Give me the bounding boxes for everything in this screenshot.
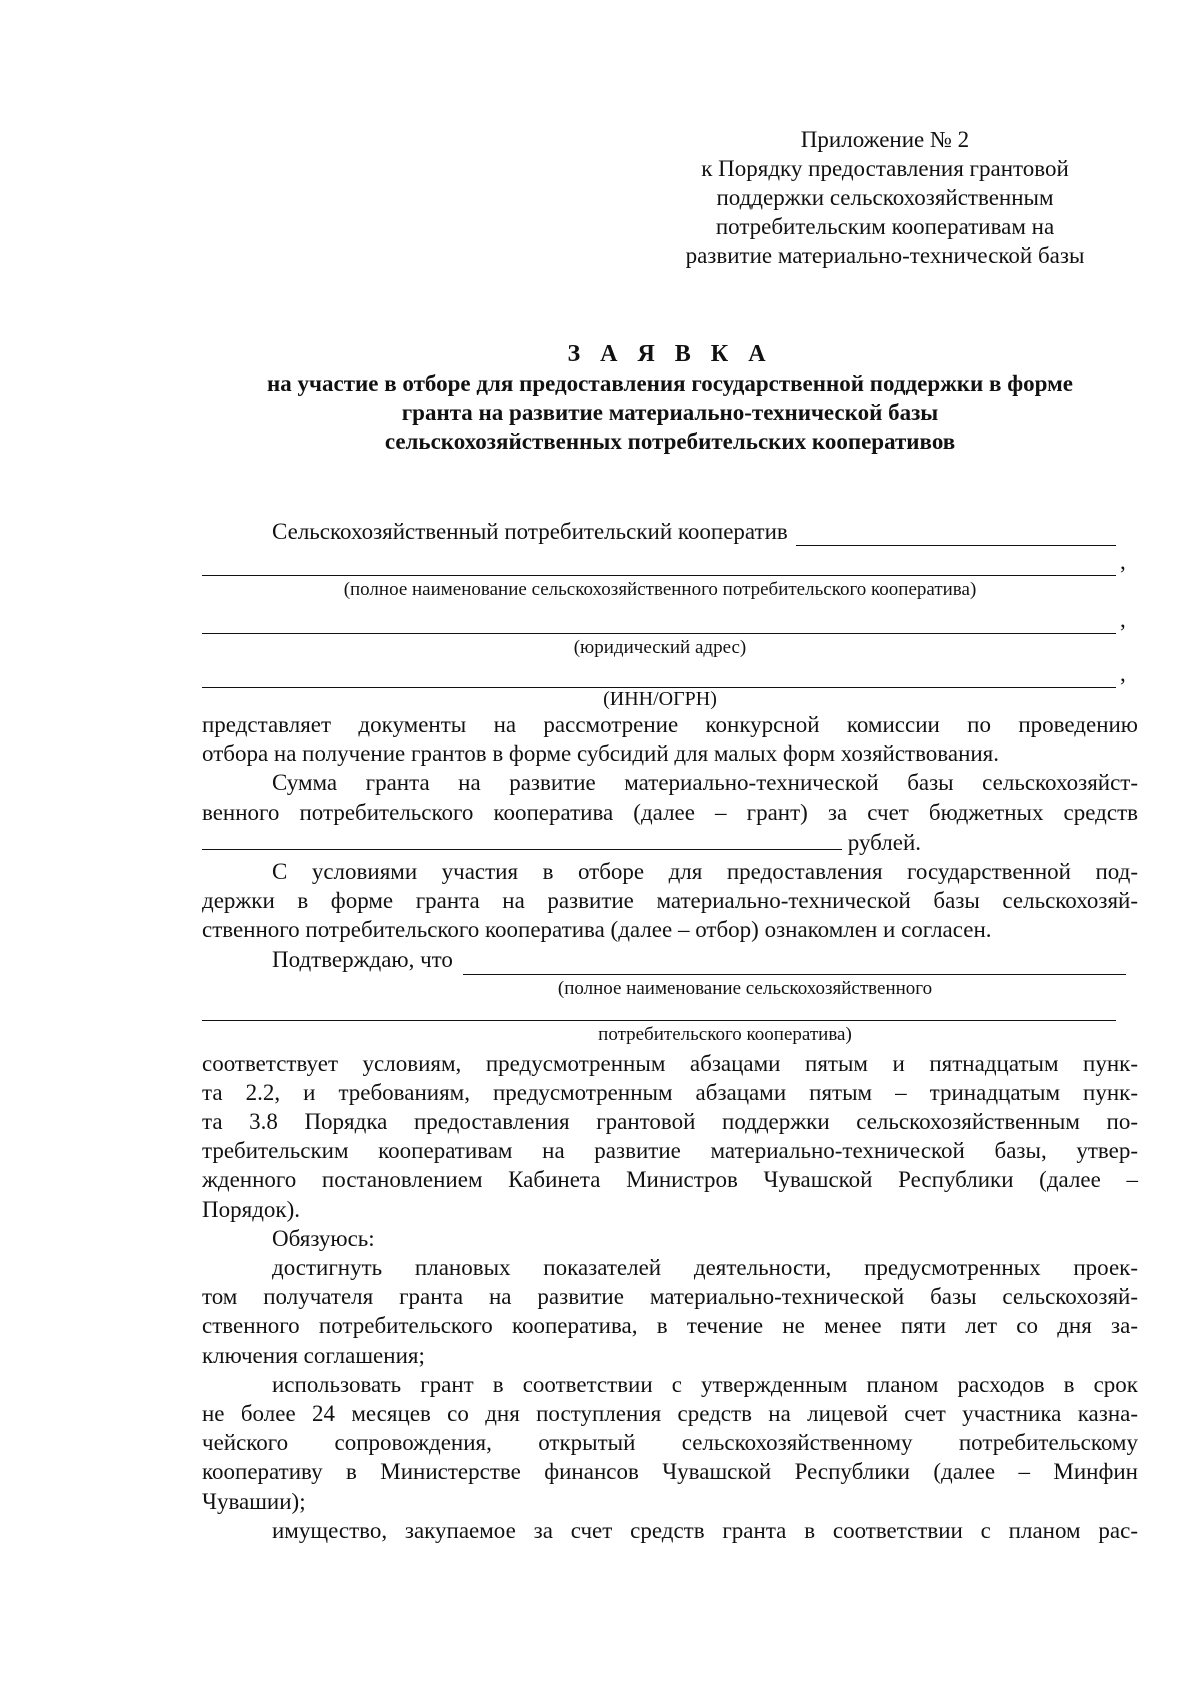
confirm-label: Подтверждаю, что <box>272 947 453 973</box>
hint-address: (юридический адрес) <box>573 637 747 658</box>
amount-field[interactable] <box>202 827 842 850</box>
hint-full-name: (полное наименование сельскохозяйственного потребительского кооператива) <box>343 579 977 600</box>
text-line: представляет документы на рассмотрение конкурсной комиссии по проведению <box>202 712 1138 737</box>
appendix-line: поддержки сельскохозяйственным <box>716 185 1054 210</box>
title-word: З А Я В К А <box>567 341 773 367</box>
text-line: держки в форме гранта на развитие материально-технической базы сельскохозяй- <box>202 888 1138 914</box>
text-line: ключения соглашения; <box>202 1342 425 1368</box>
full-name-field[interactable] <box>202 553 1116 576</box>
text-line: Обязуюсь: <box>272 1225 375 1251</box>
address-field[interactable] <box>202 611 1116 634</box>
form-body <box>202 516 1138 1545</box>
inn-row <box>202 662 1138 688</box>
amount-unit: рублей. <box>847 829 922 855</box>
address-row <box>202 604 1138 634</box>
text-line: том получателя гранта на развитие материально-технической базы сельскохозяй- <box>202 1284 1138 1310</box>
appendix-line: Приложение № 2 <box>800 127 970 152</box>
comma: , <box>1120 606 1126 632</box>
text-line: венного потребительского кооператива (далее – грант) за счет бюджетных средств <box>202 799 1138 825</box>
hint-full-name-a: (полное наименование сельскохозяйственного <box>557 977 933 999</box>
appendix-line: к Порядку предоставления грантовой <box>701 156 1069 181</box>
text-line: та 2.2, и требованиям, предусмотренным абзацами пятым – тринадцатым пунк- <box>202 1079 1138 1105</box>
text-line: отбора на получение грантов в форме субсидий для малых форм хозяйствования. <box>202 741 1000 767</box>
coop-row <box>202 516 1138 546</box>
confirm-name-field[interactable] <box>463 952 1126 975</box>
confirm-name-row-2 <box>202 1003 1138 1021</box>
text-line: соответствует условиям, предусмотренным абзацами пятым и пятнадцатым пунк- <box>202 1050 1138 1076</box>
text-line: жденного постановлением Кабинета Министров Чувашской Республики (далее – <box>202 1167 1138 1193</box>
comma: , <box>1120 548 1126 574</box>
coop-name-field[interactable] <box>796 523 1116 546</box>
full-name-row <box>202 546 1138 576</box>
confirm-name-field-2[interactable] <box>202 1008 1116 1021</box>
text-line: имущество, закупаемое за счет средств гранта в соответствии с планом рас- <box>272 1517 1138 1543</box>
text-line: Сумма гранта на развитие материально-технической базы сельскохозяйст- <box>272 770 1138 796</box>
appendix-line: развитие материально-технической базы <box>685 243 1085 268</box>
hint-full-name-b: потребительского кооператива) <box>598 1023 852 1045</box>
text-line: ственного потребительского кооператива (далее – отбор) ознакомлен и согласен. <box>202 917 992 943</box>
appendix-block <box>650 125 1120 270</box>
confirm-row <box>202 945 1138 975</box>
text-line: та 3.8 Порядка предоставления грантовой поддержки сельскохозяйственным по- <box>202 1109 1138 1135</box>
comma: , <box>1120 660 1126 686</box>
text-line: кооперативу в Министерстве финансов Чувашской Республики (далее – Минфин <box>202 1459 1138 1485</box>
appendix-line: потребительским кооперативам на <box>715 214 1055 239</box>
text-line: Порядок). <box>202 1196 300 1222</box>
hint-inn: (ИНН/ОГРН) <box>603 688 717 710</box>
amount-row <box>202 827 1138 857</box>
text-line: чейского сопровождения, открытый сельскохозяйственному потребительскому <box>202 1430 1138 1456</box>
text-line: С условиями участия в отборе для предоставления государственной под- <box>272 859 1138 885</box>
text-line: ственного потребительского кооператива, в течение не менее пяти лет со дня за- <box>202 1313 1138 1339</box>
text-line: использовать грант в соответствии с утвержденным планом расходов в срок <box>272 1371 1138 1397</box>
document-title <box>200 340 1140 456</box>
text-line: достигнуть плановых показателей деятельности, предусмотренных проек- <box>272 1255 1138 1281</box>
text-line: Чувашии); <box>202 1488 306 1514</box>
coop-label: Сельскохозяйственный потребительский кооператив <box>272 518 788 544</box>
title-line: гранта на развитие материально-технической базы <box>401 400 939 425</box>
text-line: требительским кооперативам на развитие материально-технической базы, утвер- <box>202 1138 1138 1164</box>
inn-field[interactable] <box>202 665 1116 688</box>
text-line: не более 24 месяцев со дня поступления средств на лицевой счет участника казна- <box>202 1401 1138 1427</box>
title-line: на участие в отборе для предоставления государственной поддержки в форме <box>267 371 1073 396</box>
title-line: сельскохозяйственных потребительских кооперативов <box>384 429 956 454</box>
